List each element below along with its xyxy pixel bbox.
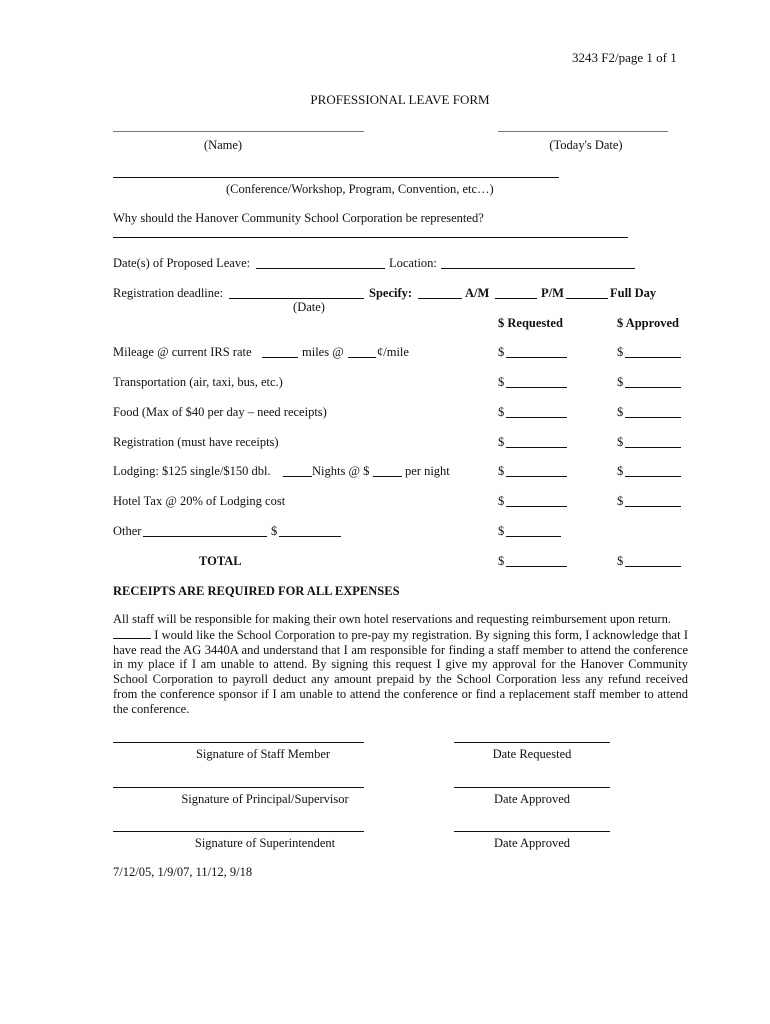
terms-body: I would like the School Corporation to pre-pay my registration. By signing this form, I acknowledge that I have read the AG 3440A and understand that I am responsible for finding a staff member to attend the conference in my place if I am unable to attend. By signing this request I give my approval for the Hanover Community School Corporation to payroll deduct any amount prepaid by the School Corporation less any refund received from the conference sponsor if I am unable to attend the conference or find a replacement staff member to attend the conference. (113, 627, 689, 716)
fullday-label: Full Day (610, 286, 657, 300)
lodging-approved-dollar: $ (617, 464, 624, 478)
hotel-tax-label: Hotel Tax @ 20% of Lodging cost (113, 494, 286, 508)
pm-line[interactable] (495, 298, 537, 299)
mileage-label: Mileage @ current IRS rate (113, 345, 252, 359)
hotel-tax-approved-dollar: $ (617, 494, 624, 508)
transportation-approved-line[interactable] (625, 387, 681, 388)
deadline-date-label: (Date) (293, 300, 325, 314)
registration-deadline-line[interactable] (229, 298, 364, 299)
cents-per-mile-line[interactable] (348, 357, 376, 358)
hotel-tax-requested-line[interactable] (506, 506, 567, 507)
why-answer-line[interactable] (113, 237, 628, 238)
date-requested-label: Date Requested (492, 747, 572, 761)
other-amount-dollar: $ (271, 524, 278, 538)
mileage-approved-line[interactable] (625, 357, 681, 358)
principal-signature-line[interactable] (113, 787, 364, 788)
mileage-requested-line[interactable] (506, 357, 567, 358)
cents-per-mile-label: ¢/mile (377, 345, 409, 359)
staff-signature-line[interactable] (113, 742, 364, 743)
registration-requested-dollar: $ (498, 435, 505, 449)
am-line[interactable] (418, 298, 462, 299)
todays-date-label: (Today's Date) (549, 138, 623, 152)
pm-label: P/M (541, 286, 564, 300)
requested-header: $ Requested (498, 316, 563, 330)
registration-approved-line[interactable] (625, 447, 681, 448)
lodging-requested-dollar: $ (498, 464, 505, 478)
total-approved-dollar: $ (617, 554, 624, 568)
nights-line[interactable] (283, 476, 312, 477)
date-requested-line[interactable] (454, 742, 610, 743)
mileage-requested-dollar: $ (498, 345, 505, 359)
why-question: Why should the Hanover Community School Corporation be represented? (113, 211, 484, 225)
food-requested-line[interactable] (506, 417, 567, 418)
hotel-tax-requested-dollar: $ (498, 494, 505, 508)
transportation-requested-line[interactable] (506, 387, 567, 388)
total-requested-dollar: $ (498, 554, 505, 568)
food-requested-dollar: $ (498, 405, 505, 419)
location-label: Location: (389, 256, 437, 270)
total-approved-line[interactable] (625, 566, 681, 567)
specify-label: Specify: (369, 286, 413, 300)
date-approved-label-1: Date Approved (493, 792, 571, 806)
am-label: A/M (465, 286, 490, 300)
lodging-label: Lodging: $125 single/$150 dbl. (113, 464, 271, 478)
date-approved-line-2[interactable] (454, 831, 610, 832)
location-line[interactable] (441, 268, 635, 269)
registration-approved-dollar: $ (617, 435, 624, 449)
conference-label: (Conference/Workshop, Program, Convention, etc…) (226, 182, 494, 196)
terms-line-1: All staff will be responsible for making their own hotel reservations and requesting reimbursement upon return. (113, 612, 671, 626)
transportation-requested-dollar: $ (498, 375, 505, 389)
lodging-approved-line[interactable] (625, 476, 681, 477)
principal-signature-label: Signature of Principal/Supervisor (181, 792, 349, 806)
conference-field-line[interactable] (113, 177, 559, 178)
other-label: Other (113, 524, 142, 538)
other-description-line[interactable] (143, 536, 267, 537)
name-label: (Name) (203, 138, 243, 152)
form-title: PROFESSIONAL LEAVE FORM (310, 92, 490, 107)
lodging-requested-line[interactable] (506, 476, 567, 477)
per-night-label: per night (405, 464, 450, 478)
page-reference: 3243 F2/page 1 of 1 (572, 50, 677, 65)
food-label: Food (Max of $40 per day – need receipts) (113, 405, 327, 419)
approved-header: $ Approved (617, 316, 679, 330)
name-field-line[interactable] (113, 131, 364, 132)
total-label: TOTAL (199, 554, 242, 568)
miles-line[interactable] (262, 357, 298, 358)
registration-deadline-label: Registration deadline: (113, 286, 224, 300)
receipts-notice: RECEIPTS ARE REQUIRED FOR ALL EXPENSES (113, 584, 400, 598)
date-approved-label-2: Date Approved (493, 836, 571, 850)
nights-at-label: Nights @ $ (312, 464, 370, 478)
date-approved-line-1[interactable] (454, 787, 610, 788)
proposed-leave-dates-line[interactable] (256, 268, 385, 269)
staff-signature-label: Signature of Staff Member (195, 747, 331, 761)
other-amount-line[interactable] (279, 536, 341, 537)
miles-at-label: miles @ (302, 345, 344, 359)
proposed-leave-dates-label: Date(s) of Proposed Leave: (113, 256, 251, 270)
registration-fee-label: Registration (must have receipts) (113, 435, 279, 449)
todays-date-field-line[interactable] (498, 131, 668, 132)
other-requested-line[interactable] (506, 536, 561, 537)
superintendent-signature-label: Signature of Superintendent (194, 836, 336, 850)
other-requested-dollar: $ (498, 524, 505, 538)
fullday-line[interactable] (566, 298, 608, 299)
per-night-rate-line[interactable] (373, 476, 402, 477)
mileage-approved-dollar: $ (617, 345, 624, 359)
transportation-label: Transportation (air, taxi, bus, etc.) (113, 375, 283, 389)
terms-paragraph (113, 612, 688, 717)
transportation-approved-dollar: $ (617, 375, 624, 389)
food-approved-line[interactable] (625, 417, 681, 418)
hotel-tax-approved-line[interactable] (625, 506, 681, 507)
total-requested-line[interactable] (506, 566, 567, 567)
revision-dates: 7/12/05, 1/9/07, 11/12, 9/18 (113, 865, 253, 879)
superintendent-signature-line[interactable] (113, 831, 364, 832)
food-approved-dollar: $ (617, 405, 624, 419)
prepay-initial-line[interactable] (113, 627, 151, 639)
registration-requested-line[interactable] (506, 447, 567, 448)
